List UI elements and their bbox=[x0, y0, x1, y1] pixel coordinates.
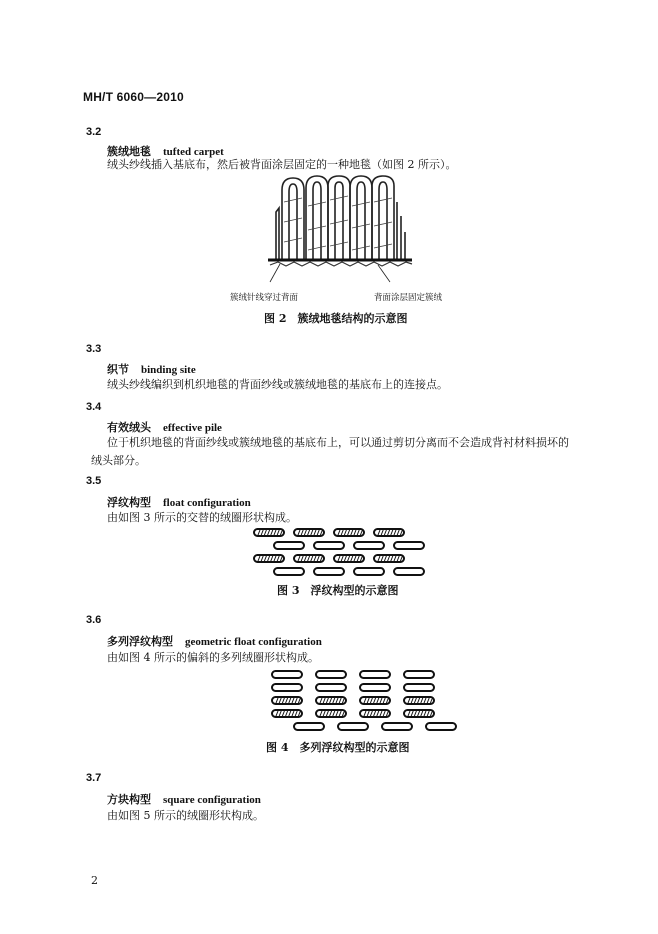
term-cn: 方块构型 bbox=[107, 793, 151, 806]
hatch-line bbox=[336, 698, 338, 703]
term-en: float configuration bbox=[163, 497, 251, 509]
hatch-line bbox=[418, 698, 420, 703]
hatch-line bbox=[388, 530, 390, 535]
hatch-line bbox=[258, 556, 260, 561]
hatch-line bbox=[384, 530, 386, 535]
definition: 位于机织地毯的背面纱线或簇绒地毯的基底布上，可以通过剪切分离而不会造成背衬材料损坏的 bbox=[107, 436, 569, 449]
hatch-line bbox=[274, 530, 276, 535]
hatch-line bbox=[308, 530, 310, 535]
loop-pile bbox=[274, 568, 304, 575]
hatch-line bbox=[317, 556, 319, 561]
hatch-line bbox=[264, 556, 266, 561]
loop-pile bbox=[338, 723, 368, 730]
hatch-line bbox=[344, 530, 346, 535]
section-number: 3.4 bbox=[86, 401, 102, 413]
hatch-line bbox=[386, 711, 388, 716]
page-number: 2 bbox=[91, 874, 98, 887]
hatch-line bbox=[320, 711, 322, 716]
hatch-line bbox=[289, 711, 291, 716]
hatch-line bbox=[408, 698, 410, 703]
hatch-line bbox=[320, 530, 322, 535]
hatch-line bbox=[298, 711, 300, 716]
hatch-line bbox=[381, 556, 383, 561]
loop-pile bbox=[316, 671, 346, 678]
document-code: MH/T 6060—2010 bbox=[83, 90, 184, 104]
hatch-line bbox=[271, 556, 273, 561]
hatch-line bbox=[397, 530, 399, 535]
hatch-line bbox=[394, 530, 396, 535]
loop-pile bbox=[360, 671, 390, 678]
float-configuration-figure bbox=[246, 525, 426, 581]
loop-pile bbox=[314, 542, 344, 549]
term-heading bbox=[107, 633, 322, 649]
hatch-line bbox=[277, 530, 279, 535]
hatch-line bbox=[360, 556, 362, 561]
hatch-line bbox=[360, 530, 362, 535]
hatch-line bbox=[292, 711, 294, 716]
hatch-line bbox=[280, 530, 282, 535]
hatch-line bbox=[378, 530, 380, 535]
hatch-line bbox=[378, 556, 380, 561]
hatch-line bbox=[258, 530, 260, 535]
hatch-line bbox=[338, 556, 340, 561]
hatch-line bbox=[408, 711, 410, 716]
hatch-line bbox=[414, 711, 416, 716]
geometric-float-figure bbox=[264, 667, 444, 735]
hatch-line bbox=[333, 698, 335, 703]
section-number: 3.3 bbox=[86, 343, 102, 355]
hatch-line bbox=[339, 698, 341, 703]
hatch-line bbox=[289, 698, 291, 703]
hatch-line bbox=[279, 698, 281, 703]
hatch-line bbox=[400, 530, 402, 535]
hatch-line bbox=[411, 711, 413, 716]
hatch-line bbox=[342, 698, 344, 703]
hatch-line bbox=[414, 698, 416, 703]
term-en: tufted carpet bbox=[163, 146, 224, 158]
hatch-line bbox=[357, 530, 359, 535]
hatch-line bbox=[314, 530, 316, 535]
hatch-line bbox=[397, 556, 399, 561]
hatch-line bbox=[370, 711, 372, 716]
hatch-line bbox=[320, 698, 322, 703]
hatch-line bbox=[271, 530, 273, 535]
hatch-line bbox=[326, 711, 328, 716]
hatch-line bbox=[351, 530, 353, 535]
term-cn: 有效绒头 bbox=[107, 421, 151, 434]
definition: 由如图 4 所示的偏斜的多列绒圈形状构成。 bbox=[107, 651, 319, 664]
hatch-line bbox=[427, 698, 429, 703]
definition: 由如图 3 所示的交替的绒圈形状构成。 bbox=[107, 511, 297, 524]
term-en: binding site bbox=[141, 364, 196, 376]
hatch-line bbox=[261, 530, 263, 535]
figure-caption: 图 4 多列浮纹构型的示意图 bbox=[266, 741, 410, 754]
term-heading bbox=[107, 791, 261, 807]
hatch-line bbox=[298, 530, 300, 535]
hatch-line bbox=[295, 698, 297, 703]
hatch-line bbox=[274, 556, 276, 561]
hatch-line bbox=[424, 698, 426, 703]
loop-pile bbox=[394, 542, 424, 549]
hatch-line bbox=[320, 556, 322, 561]
hatch-line bbox=[380, 698, 382, 703]
hatch-line bbox=[338, 530, 340, 535]
hatch-line bbox=[280, 556, 282, 561]
term-en: effective pile bbox=[163, 422, 222, 434]
loop-pile bbox=[360, 684, 390, 691]
hatch-line bbox=[383, 711, 385, 716]
hatch-line bbox=[282, 698, 284, 703]
hatch-line bbox=[351, 556, 353, 561]
hatch-line bbox=[326, 698, 328, 703]
hatch-line bbox=[317, 530, 319, 535]
definition: 绒头纱线插入基底布，然后被背面涂层固定的一种地毯（如图 2 所示）。 bbox=[107, 158, 457, 171]
hatch-line bbox=[370, 698, 372, 703]
loop-pile bbox=[394, 568, 424, 575]
loop-pile bbox=[404, 671, 434, 678]
hatch-line bbox=[391, 530, 393, 535]
hatch-line bbox=[348, 530, 350, 535]
hatch-line bbox=[364, 698, 366, 703]
hatch-line bbox=[377, 698, 379, 703]
hatch-line bbox=[391, 556, 393, 561]
hatch-line bbox=[268, 530, 270, 535]
hatch-line bbox=[330, 711, 332, 716]
hatch-line bbox=[268, 556, 270, 561]
hatch-line bbox=[314, 556, 316, 561]
hatch-line bbox=[400, 556, 402, 561]
hatch-line bbox=[381, 530, 383, 535]
hatch-line bbox=[418, 711, 420, 716]
hatch-line bbox=[336, 711, 338, 716]
hatch-line bbox=[357, 556, 359, 561]
loop-pile bbox=[354, 568, 384, 575]
hatch-line bbox=[367, 711, 369, 716]
loop-pile bbox=[274, 542, 304, 549]
hatch-line bbox=[374, 698, 376, 703]
section-number: 3.5 bbox=[86, 475, 102, 487]
hatch-line bbox=[384, 556, 386, 561]
loop-pile bbox=[272, 684, 302, 691]
hatch-line bbox=[394, 556, 396, 561]
hatch-line bbox=[323, 698, 325, 703]
hatch-line bbox=[279, 711, 281, 716]
term-cn: 织节 bbox=[107, 363, 129, 376]
section-number: 3.7 bbox=[86, 772, 102, 784]
figure-caption: 图 2 簇绒地毯结构的示意图 bbox=[264, 312, 408, 325]
definition-continued: 绒头部分。 bbox=[91, 454, 146, 467]
hatch-line bbox=[323, 711, 325, 716]
hatch-line bbox=[298, 698, 300, 703]
hatch-line bbox=[424, 711, 426, 716]
hatch-line bbox=[367, 698, 369, 703]
loop-pile bbox=[404, 684, 434, 691]
hatch-line bbox=[304, 556, 306, 561]
hatch-line bbox=[348, 556, 350, 561]
hatch-line bbox=[427, 711, 429, 716]
hatch-line bbox=[383, 698, 385, 703]
hatch-line bbox=[301, 556, 303, 561]
loop-pile bbox=[316, 684, 346, 691]
term-en: geometric float configuration bbox=[185, 636, 322, 648]
hatch-line bbox=[354, 530, 356, 535]
loop-pile bbox=[382, 723, 412, 730]
hatch-line bbox=[354, 556, 356, 561]
figure-label-left: 簇绒针线穿过背面 bbox=[230, 293, 299, 303]
hatch-line bbox=[388, 556, 390, 561]
hatch-line bbox=[341, 556, 343, 561]
loop-pile bbox=[272, 671, 302, 678]
tufted-carpet-figure bbox=[262, 172, 422, 284]
loop-pile bbox=[294, 723, 324, 730]
hatch-line bbox=[311, 530, 313, 535]
loop-pile bbox=[354, 542, 384, 549]
term-cn: 多列浮纹构型 bbox=[107, 635, 173, 648]
hatch-line bbox=[364, 711, 366, 716]
hatch-line bbox=[276, 711, 278, 716]
section-number: 3.6 bbox=[86, 614, 102, 626]
definition: 绒头纱线编织到机织地毯的背面纱线或簇绒地毯的基底布上的连接点。 bbox=[107, 378, 448, 391]
hatch-line bbox=[411, 698, 413, 703]
hatch-line bbox=[430, 698, 432, 703]
hatch-line bbox=[430, 711, 432, 716]
hatch-line bbox=[421, 711, 423, 716]
hatch-line bbox=[277, 556, 279, 561]
hatch-line bbox=[311, 556, 313, 561]
hatch-line bbox=[339, 711, 341, 716]
hatch-line bbox=[304, 530, 306, 535]
hatch-line bbox=[341, 530, 343, 535]
hatch-line bbox=[276, 698, 278, 703]
figure-caption: 图 3 浮纹构型的示意图 bbox=[277, 584, 399, 597]
hatch-line bbox=[286, 698, 288, 703]
hatch-line bbox=[298, 556, 300, 561]
hatch-line bbox=[292, 698, 294, 703]
hatch-line bbox=[386, 698, 388, 703]
hatch-line bbox=[377, 711, 379, 716]
hatch-line bbox=[282, 711, 284, 716]
hatch-line bbox=[295, 711, 297, 716]
term-cn: 簇绒地毯 bbox=[107, 145, 151, 158]
term-cn: 浮纹构型 bbox=[107, 496, 151, 509]
figure-label-right: 背面涂层固定簇绒 bbox=[374, 293, 443, 303]
hatch-line bbox=[264, 530, 266, 535]
hatch-line bbox=[380, 711, 382, 716]
definition: 由如图 5 所示的绒圈形状构成。 bbox=[107, 809, 264, 822]
hatch-line bbox=[344, 556, 346, 561]
section-number: 3.2 bbox=[86, 126, 102, 138]
loop-pile bbox=[314, 568, 344, 575]
hatch-line bbox=[333, 711, 335, 716]
hatch-line bbox=[308, 556, 310, 561]
hatch-line bbox=[330, 698, 332, 703]
term-en: square configuration bbox=[163, 794, 261, 806]
hatch-line bbox=[286, 711, 288, 716]
hatch-line bbox=[374, 711, 376, 716]
hatch-line bbox=[342, 711, 344, 716]
loop-pile bbox=[426, 723, 456, 730]
hatch-line bbox=[301, 530, 303, 535]
hatch-line bbox=[421, 698, 423, 703]
hatch-line bbox=[261, 556, 263, 561]
